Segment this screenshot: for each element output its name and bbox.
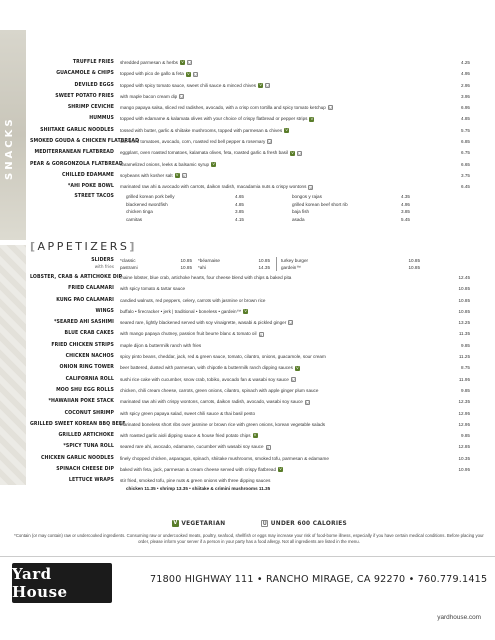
menu-item	[30, 340, 470, 351]
item-price: 9.85	[461, 433, 470, 439]
calorie-icon: U	[289, 321, 293, 326]
vegetarian-icon: V	[187, 71, 190, 76]
item-price: 4.85	[461, 116, 470, 122]
menu-item	[30, 113, 470, 124]
item-description: soybeans with kosher salt V U	[120, 172, 186, 179]
item-description: beer battered, dusted with parmesan, with chipotle & buttermilk ranch dipping sauces V	[120, 365, 299, 371]
menu-item	[30, 430, 470, 441]
taco-option: asada	[292, 216, 305, 222]
slider-column	[276, 257, 426, 271]
item-name: ONION RING TOWER	[59, 364, 114, 371]
menu-item	[30, 68, 470, 79]
slider-option: *béarnaise 10.85	[198, 258, 270, 263]
item-name: *SEARED AHI SASHIMI	[53, 319, 114, 326]
menu-item	[30, 419, 470, 430]
sliders-options	[120, 257, 426, 271]
item-name: DEVILED EGGS	[74, 81, 114, 88]
sliders-name: SLIDERS	[91, 257, 114, 263]
item-name: PEAR & GORGONZOLA FLATBREAD	[30, 160, 123, 167]
item-description: with mango papaya chutney, passion fruit beurre blanc & tomato oil U	[120, 331, 263, 337]
item-description: eggplant, oven roasted tomatoes, kalamata olives, feta, roasted garlic & fresh basil V U	[120, 150, 301, 156]
legend	[170, 520, 347, 527]
item-name: CHICKEN NACHOS	[65, 353, 114, 360]
item-description: candied walnuts, red peppers, celery, carrots with jasmine or brown rice	[120, 297, 266, 303]
item-price: 11.95	[458, 376, 470, 382]
item-name: MEDITERRANEAN FLATBREAD	[34, 149, 114, 156]
item-description: seared rare, lightly blackened served with soy vinaigrette, wasabi & pickled ginger U	[120, 320, 293, 326]
slider-option: *classic 10.85	[120, 258, 192, 263]
item-price: 10.35	[458, 455, 470, 461]
taco-price: 4.95	[401, 201, 410, 207]
calorie-icon: U	[266, 445, 270, 450]
item-price: 12.95	[458, 410, 470, 416]
lettuce-wrap-options	[30, 486, 470, 491]
item-description: with spicy green papaya salad, sweet chili sauce & thai basil pesto	[120, 410, 256, 416]
taco-option: blackened swordfish	[126, 201, 168, 207]
item-name: KUNG PAO CALAMARI	[56, 296, 114, 303]
taco-price: 4.35	[401, 194, 410, 199]
item-price: 9.85	[461, 342, 470, 348]
calorie-icon: U	[268, 140, 272, 145]
menu-item	[30, 283, 470, 294]
calorie-icon: U	[309, 185, 313, 190]
item-description: topped with spicy tomato sauce, sweet chili sauce & minced chives V U	[120, 82, 269, 88]
item-description: marinated raw ahi with crispy wontons, carrots, daikon radish, avocado, wasabi soy sauce U	[120, 399, 309, 405]
taco-option: grilled korean beef short rib	[292, 201, 348, 207]
calorie-icon: U	[259, 332, 263, 337]
taco-option: carnitas	[126, 216, 143, 222]
vegetarian-icon: V	[259, 82, 262, 87]
menu-item	[30, 102, 470, 113]
item-description: mango papaya salsa, sliced red radishes, avocado, with a crisp corn tortilla and spicy tomato ketchup U	[120, 105, 332, 111]
vegetarian-icon: V	[253, 433, 257, 438]
item-description: with maple bacon cream dip U	[120, 93, 184, 100]
vegetarian-icon: V	[285, 128, 288, 133]
item-description: shredded parmesan & herbs V U	[120, 60, 191, 66]
item-name: *AHI POKE BOWL	[67, 183, 114, 190]
item-name: GRILLED ARTICHOKE	[58, 432, 114, 439]
calorie-icon: U	[298, 151, 301, 156]
vegetarian-icon: V	[175, 173, 179, 178]
item-price: 2.95	[461, 82, 470, 88]
item-price: 6.95	[461, 105, 470, 111]
taco-price: 3.85	[235, 209, 244, 214]
menu-item	[30, 317, 470, 328]
item-name: CALIFORNIA ROLL	[65, 375, 114, 382]
slider-option: gardein™ 10.85	[281, 265, 420, 270]
item-name: SPINACH CHEESE DIP	[56, 466, 114, 473]
menu-item	[30, 351, 470, 362]
taco-price: 5.45	[401, 216, 410, 222]
item-description: caramelized onions, leeks & balsamic syrup V	[120, 161, 215, 167]
calorie-icon: U	[182, 174, 186, 179]
item-price: 9.85	[461, 387, 470, 393]
menu-item	[30, 464, 470, 475]
item-price: 10.85	[458, 308, 470, 314]
item-description: chicken, chili cream cheese, carrots, green onions, cilantro, spinach with apple ginger plum sauce	[120, 387, 319, 393]
item-name: HUMMUS	[89, 115, 114, 122]
tacos-table	[126, 193, 470, 223]
item-description: tossed with butter, garlic & shiitake mushrooms, topped with parmesan & chives V	[120, 127, 288, 133]
item-price: 6.85	[461, 139, 470, 145]
menu-item	[30, 453, 470, 464]
legend-vegetarian: V VEGETARIAN	[173, 520, 226, 527]
menu-item	[30, 374, 470, 385]
vegetarian-icon: V	[173, 520, 178, 526]
taco-option: bongos y rajas	[292, 194, 322, 199]
vegetarian-icon: V	[310, 116, 314, 121]
item-description: marinated raw ahi & avocado with carrots, daikon radish, macadamia nuts & crispy wontons U	[120, 184, 313, 190]
street-tacos-name: STREET TACOS	[74, 193, 114, 199]
menu-item	[30, 306, 470, 317]
item-description: maine lobster, blue crab, artichoke hearts, four cheese blend with chips & baked pita	[120, 275, 292, 280]
vegetarian-icon: V	[181, 60, 184, 65]
taco-option: chicken tinga	[126, 209, 153, 214]
item-description: sun-dried tomatoes, avocado, corn, roasted red bell pepper & rosemary U	[120, 139, 272, 145]
item-description: seared rare ahi, avocado, edamame, cucumber with wasabi soy sauce U	[120, 444, 270, 450]
item-name: FRIED CALAMARI	[68, 285, 114, 292]
menu-item	[30, 408, 470, 419]
item-price: 6.65	[461, 161, 470, 167]
item-name: GUACAMOLE & CHIPS	[56, 70, 114, 77]
item-price: 8.75	[461, 365, 470, 371]
calorie-icon: U	[266, 83, 269, 88]
item-description: topped with edamame & kalamata olives with your choice of crispy flatbread or pepper strips V	[120, 116, 314, 122]
restaurant-address: 71800 HIGHWAY 111 • RANCHO MIRAGE, CA 92270 • 760.779.1415	[150, 574, 488, 585]
item-name: GRILLED SWEET KOREAN BBQ BEEF	[30, 420, 126, 427]
legend-gluten: U UNDER 600 CALORIES	[262, 521, 348, 527]
vegetarian-icon: V	[212, 161, 215, 166]
item-price: 10.85	[458, 286, 470, 292]
sliders-sub: with fries	[94, 265, 114, 270]
calorie-icon: U	[328, 106, 332, 111]
menu-item	[30, 475, 470, 486]
item-description: stir fried, smoked tofu, pine nuts & green onions with three dipping sauces	[120, 478, 271, 484]
calorie-icon: U	[188, 61, 191, 66]
calorie-icon: U	[305, 400, 309, 405]
item-name: SHIITAKE GARLIC NOODLES	[40, 126, 114, 133]
slider-option: pastrami 10.85	[120, 265, 192, 270]
menu-item	[30, 181, 470, 192]
street-tacos	[30, 193, 470, 223]
decorative-texture-band	[0, 245, 26, 485]
menu-item	[30, 136, 470, 147]
item-description: finely chopped chicken, asparagus, spinach, shiitake mushrooms, smoked tofu, parmesan & edamame	[120, 455, 329, 461]
item-price: 3.95	[461, 93, 470, 99]
calorie-icon: U	[262, 521, 268, 527]
item-name: LOBSTER, CRAB & ARTICHOKE DIP	[30, 274, 123, 280]
menu-item	[30, 125, 470, 136]
taco-price: 4.65	[235, 194, 244, 199]
item-name: MOO SHU EGG ROLLS	[56, 386, 114, 393]
item-name: SMOKED GOUDA & CHICKEN FLATBREAD	[30, 138, 140, 145]
taco-price: 4.15	[235, 216, 244, 222]
item-name: TRUFFLE FRIES	[72, 59, 114, 65]
taco-option: grilled korean pork belly	[126, 194, 175, 199]
website-link[interactable]: yardhouse.com	[437, 614, 481, 621]
item-price: 12.35	[458, 399, 470, 405]
menu-item	[30, 295, 470, 306]
menu-item	[30, 170, 470, 181]
item-price: 12.85	[458, 444, 470, 450]
taco-option: baja fish	[292, 209, 310, 214]
vegetarian-icon: V	[279, 467, 282, 472]
footer-divider	[0, 556, 495, 557]
item-description: marinated boneless short ribs over jasmine or brown rice with green onions, korean vegetable salads	[120, 421, 326, 427]
item-name: COCONUT SHRIMP	[64, 409, 114, 416]
item-name: *SPICY TUNA ROLL	[63, 443, 114, 450]
menu-item	[30, 159, 470, 170]
menu-item	[30, 328, 470, 339]
item-description: spicy pinto beans, cheddar, jack, red & green sauce, tomato, cilantro, onions, guacamole, sour cream	[120, 354, 326, 360]
item-price: 3.75	[461, 172, 470, 178]
menu-item	[30, 57, 470, 68]
yard-house-logo: Yard House	[12, 563, 112, 603]
item-price: 10.85	[458, 297, 470, 303]
item-description: topped with pico de gallo & feta V U	[120, 71, 197, 77]
item-description: maple dijon & buttermilk ranch with fries	[120, 342, 202, 348]
menu-item	[30, 441, 470, 452]
vegetarian-icon: V	[244, 309, 247, 314]
item-price: 6.45	[461, 184, 470, 190]
item-name: *HAWAIIAN POKE STACK	[48, 398, 114, 405]
menu-item	[30, 272, 470, 283]
slider-column	[198, 257, 276, 271]
slider-column	[120, 257, 198, 271]
appetizers-section	[30, 272, 470, 487]
item-description: baked with feta, jack, parmesan & cream cheese served with crispy flatbread V	[120, 467, 282, 473]
allergy-note: *Contain (or may contain) raw or undercooked ingredients. Consuming raw or undercooked meats, poultry, seafood, shellfish or eggs may increase your risk of food-borne illness, especially if you have certain medical conditions. Before placing your order, please inform your server if a person in your party has a food allergy. Not all ingredients are listed in the menu.	[14, 533, 484, 544]
calorie-icon: U	[180, 95, 184, 100]
item-price: 13.25	[458, 320, 470, 326]
slider-option: *ahi 14.35	[198, 265, 270, 270]
item-name: WINGS	[95, 307, 114, 314]
item-price: 10.95	[458, 467, 470, 473]
vegetarian-icon: V	[291, 150, 294, 155]
item-price: 4.95	[461, 71, 470, 77]
snacks-section	[30, 57, 470, 193]
menu-item	[30, 362, 470, 373]
item-name: FRIED CHICKEN STRIPS	[51, 341, 114, 348]
snacks-section-label: SNACKS	[4, 116, 15, 180]
slider-option: turkey burger 10.85	[281, 258, 420, 263]
item-price: 12.45	[458, 275, 470, 280]
menu-item	[30, 80, 470, 91]
menu-item	[30, 91, 470, 102]
item-name: BLUE CRAB CAKES	[64, 330, 114, 337]
menu-item	[30, 396, 470, 407]
item-name: CHILLED EDAMAME	[62, 171, 114, 178]
item-description: with roasted garlic aioli dipping sauce & house fried potato chips V	[120, 433, 257, 439]
sliders	[30, 257, 470, 271]
taco-price: 3.85	[401, 209, 410, 214]
item-name: LETTUCE WRAPS	[68, 477, 114, 484]
snacks-side-band	[0, 30, 26, 240]
item-price: 4.25	[461, 60, 470, 65]
item-description: buffalo • firecracker • jerk | traditional • boneless • gardein™ V	[120, 308, 247, 314]
item-description: sushi rice cake with cucumber, snow crab, tobiko, avocado fan & wasabi soy sauce U	[120, 376, 295, 382]
item-price: 6.75	[461, 150, 470, 156]
menu-item	[30, 147, 470, 158]
item-price: 11.35	[458, 331, 470, 337]
lettuce-wrap-line: chicken 11.35 • shrimp 13.35 • shiitake & crimini mushrooms 11.35	[126, 486, 271, 491]
menu-item	[30, 385, 470, 396]
calorie-icon: U	[193, 72, 197, 77]
item-name: SWEET POTATO FRIES	[55, 92, 114, 99]
item-description: with spicy tomato & tartar sauce	[120, 286, 186, 292]
item-name: CHICKEN GARLIC NOODLES	[40, 454, 114, 461]
calorie-icon: U	[291, 377, 295, 382]
item-price: 12.95	[458, 421, 470, 427]
item-price: 11.25	[458, 354, 470, 360]
item-price: 5.75	[461, 127, 470, 133]
item-name: SHRIMP CEVICHE	[67, 104, 114, 111]
vegetarian-icon: V	[296, 365, 299, 370]
appetizers-header: [APPETIZERS]	[30, 240, 137, 253]
taco-price: 4.85	[235, 201, 244, 207]
